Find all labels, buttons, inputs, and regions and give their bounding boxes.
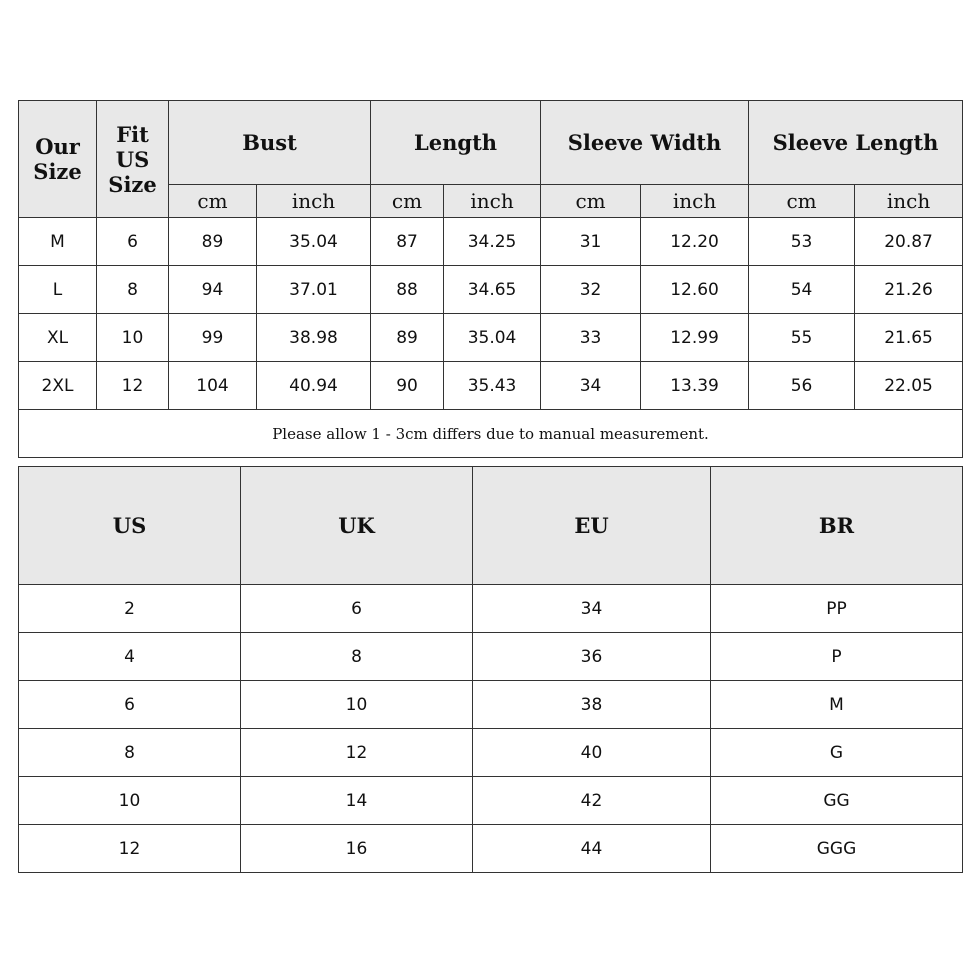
size-chart-table	[18, 100, 963, 458]
table-cell: 2	[19, 585, 241, 633]
table-cell: 34.65	[444, 266, 541, 314]
table-cell: 35.04	[257, 218, 371, 266]
table-cell: 34	[541, 362, 641, 410]
table-cell: 104	[169, 362, 257, 410]
measurement-note: Please allow 1 - 3cm differs due to manual measurement.	[19, 410, 963, 458]
table-cell: 87	[371, 218, 444, 266]
table-cell: 34.25	[444, 218, 541, 266]
table-cell: M	[711, 681, 963, 729]
table-cell: GG	[711, 777, 963, 825]
header-bust: Bust	[169, 101, 371, 185]
table-cell: 8	[241, 633, 473, 681]
table-cell: 35.43	[444, 362, 541, 410]
table-cell: 33	[541, 314, 641, 362]
table-cell: 22.05	[855, 362, 963, 410]
table-cell: 55	[749, 314, 855, 362]
table-cell: 8	[97, 266, 169, 314]
table-cell: 36	[473, 633, 711, 681]
table-cell: 12	[97, 362, 169, 410]
table-row	[19, 314, 963, 362]
header-our-size: Our Size	[19, 101, 97, 218]
table-cell: 38	[473, 681, 711, 729]
table-cell: 88	[371, 266, 444, 314]
subheader-cm: cm	[541, 185, 641, 218]
table-cell: 90	[371, 362, 444, 410]
table-cell: 89	[169, 218, 257, 266]
table-row	[19, 729, 963, 777]
subheader-inch: inch	[641, 185, 749, 218]
table-cell: 12.60	[641, 266, 749, 314]
table-cell: 10	[241, 681, 473, 729]
table-cell: 21.65	[855, 314, 963, 362]
table-cell: 34	[473, 585, 711, 633]
table-cell: 12	[19, 825, 241, 873]
table-cell: 4	[19, 633, 241, 681]
table-cell: 12.99	[641, 314, 749, 362]
table-cell: XL	[19, 314, 97, 362]
header-eu: EU	[473, 467, 711, 585]
table-cell: 6	[19, 681, 241, 729]
header-br: BR	[711, 467, 963, 585]
table-cell: G	[711, 729, 963, 777]
table-cell: M	[19, 218, 97, 266]
table-cell: 53	[749, 218, 855, 266]
table-cell: 20.87	[855, 218, 963, 266]
table-cell: 32	[541, 266, 641, 314]
subheader-cm: cm	[371, 185, 444, 218]
subheader-cm: cm	[749, 185, 855, 218]
table-cell: 99	[169, 314, 257, 362]
header-sleeve-length: Sleeve Length	[749, 101, 963, 185]
table-cell: 89	[371, 314, 444, 362]
table-row	[19, 218, 963, 266]
subheader-inch: inch	[257, 185, 371, 218]
table-cell: 8	[19, 729, 241, 777]
table-cell: 6	[97, 218, 169, 266]
table-cell: 40.94	[257, 362, 371, 410]
table-cell: 13.39	[641, 362, 749, 410]
table-cell: 42	[473, 777, 711, 825]
size-chart-body	[19, 218, 963, 410]
header-fit-us-size: Fit US Size	[97, 101, 169, 218]
table-row	[19, 633, 963, 681]
table-cell: GGG	[711, 825, 963, 873]
table-cell: 44	[473, 825, 711, 873]
table-cell: 12.20	[641, 218, 749, 266]
table-cell: 37.01	[257, 266, 371, 314]
table-cell: 40	[473, 729, 711, 777]
header-sleeve-width: Sleeve Width	[541, 101, 749, 185]
table-cell: P	[711, 633, 963, 681]
table-cell: L	[19, 266, 97, 314]
table-row	[19, 362, 963, 410]
table-row	[19, 825, 963, 873]
table-cell: 2XL	[19, 362, 97, 410]
subheader-inch: inch	[855, 185, 963, 218]
table-cell: 10	[19, 777, 241, 825]
header-us: US	[19, 467, 241, 585]
header-length: Length	[371, 101, 541, 185]
table-cell: 31	[541, 218, 641, 266]
table-cell: 10	[97, 314, 169, 362]
table-cell: 21.26	[855, 266, 963, 314]
header-uk: UK	[241, 467, 473, 585]
table-cell: 16	[241, 825, 473, 873]
table-row	[19, 681, 963, 729]
subheader-inch: inch	[444, 185, 541, 218]
table-cell: 54	[749, 266, 855, 314]
table-cell: 14	[241, 777, 473, 825]
table-cell: 38.98	[257, 314, 371, 362]
table-cell: PP	[711, 585, 963, 633]
table-row	[19, 777, 963, 825]
table-cell: 6	[241, 585, 473, 633]
table-cell: 56	[749, 362, 855, 410]
subheader-cm: cm	[169, 185, 257, 218]
table-row	[19, 266, 963, 314]
table-row	[19, 585, 963, 633]
size-conversion-table	[18, 466, 963, 873]
table-cell: 35.04	[444, 314, 541, 362]
table-cell: 12	[241, 729, 473, 777]
table-cell: 94	[169, 266, 257, 314]
